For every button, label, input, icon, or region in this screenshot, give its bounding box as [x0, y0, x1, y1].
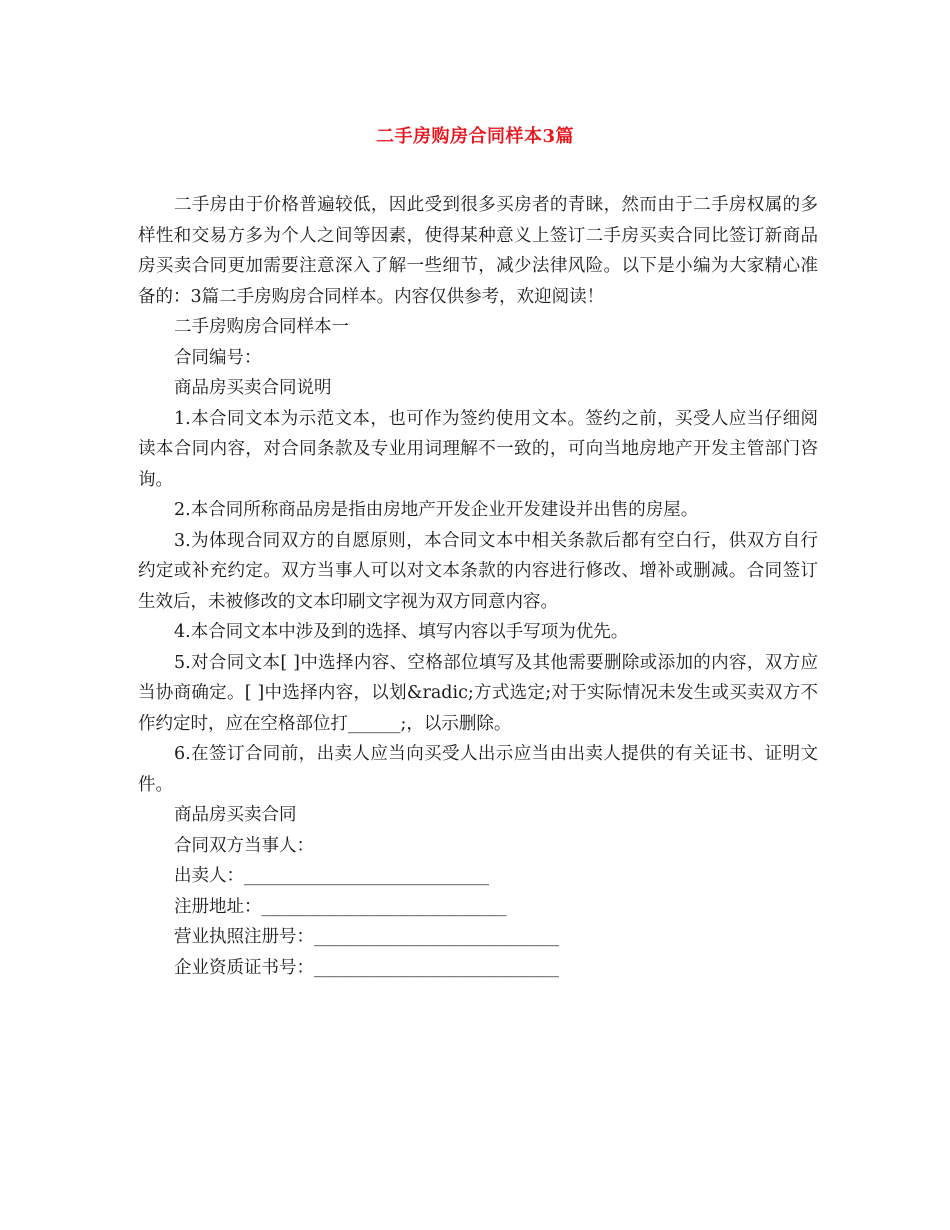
- seller-field: 出卖人：____________________________: [174, 866, 489, 886]
- qualification-certificate-field: 企业资质证书号：____________________________: [174, 957, 559, 978]
- document-body: [138, 190, 818, 983]
- explanation-item: 5.对合同文本[ ]中选择内容、空格部位填写及其他需要删除或添加的内容，双方应当协商确定。[ ]中选择内容，以划&radic;方式选定;对于实际情况未发生或买卖双方不作约定时，应在空格部位打______;，以示删除。: [138, 652, 818, 734]
- explanation-item: 6.在签订合同前，出卖人应当向买受人出示应当由出卖人提供的有关证书、证明文件。: [138, 744, 818, 795]
- explanation-item: 4.本合同文本中涉及到的选择、填写内容以手写项为优先。: [174, 622, 629, 642]
- document-title: 二手房购房合同样本3篇: [375, 126, 575, 147]
- section-heading: 二手房购房合同样本一: [174, 317, 349, 337]
- parties-heading: 合同双方当事人：: [174, 835, 314, 856]
- explanation-item: 3.为体现合同双方的自愿原则，本合同文本中相关条款后都有空白行，供双方自行约定或补充约定。双方当事人可以对文本条款的内容进行修改、增补或删减。合同签订生效后，未被修改的文本印刷文字视为双方同意内容。: [138, 530, 818, 612]
- registered-address-field: 注册地址：____________________________: [174, 896, 507, 917]
- explanation-item: 1.本合同文本为示范文本，也可作为签约使用文本。签约之前，买受人应当仔细阅读本合同内容，对合同条款及专业用词理解不一致的，可向当地房地产开发主管部门咨询。: [138, 408, 818, 490]
- explanation-heading: 商品房买卖合同说明: [174, 378, 332, 398]
- contract-heading: 商品房买卖合同: [174, 805, 297, 825]
- explanation-item: 2.本合同所称商品房是指由房地产开发企业开发建设并出售的房屋。: [174, 500, 699, 520]
- business-license-field: 营业执照注册号：____________________________: [174, 927, 559, 947]
- contract-number-label: 合同编号：: [174, 347, 262, 368]
- intro-paragraph: 二手房由于价格普遍较低，因此受到很多买房者的青睐，然而由于二手房权属的多样性和交易方多为个人之间等因素，使得某种意义上签订二手房买卖合同比签订新商品房买卖合同更加需要注意深入了解一些细节，减少法律风险。以下是小编为大家精心准备的：3篇二手房购房合同样本。内容仅供参考，欢迎阅读！: [138, 195, 818, 307]
